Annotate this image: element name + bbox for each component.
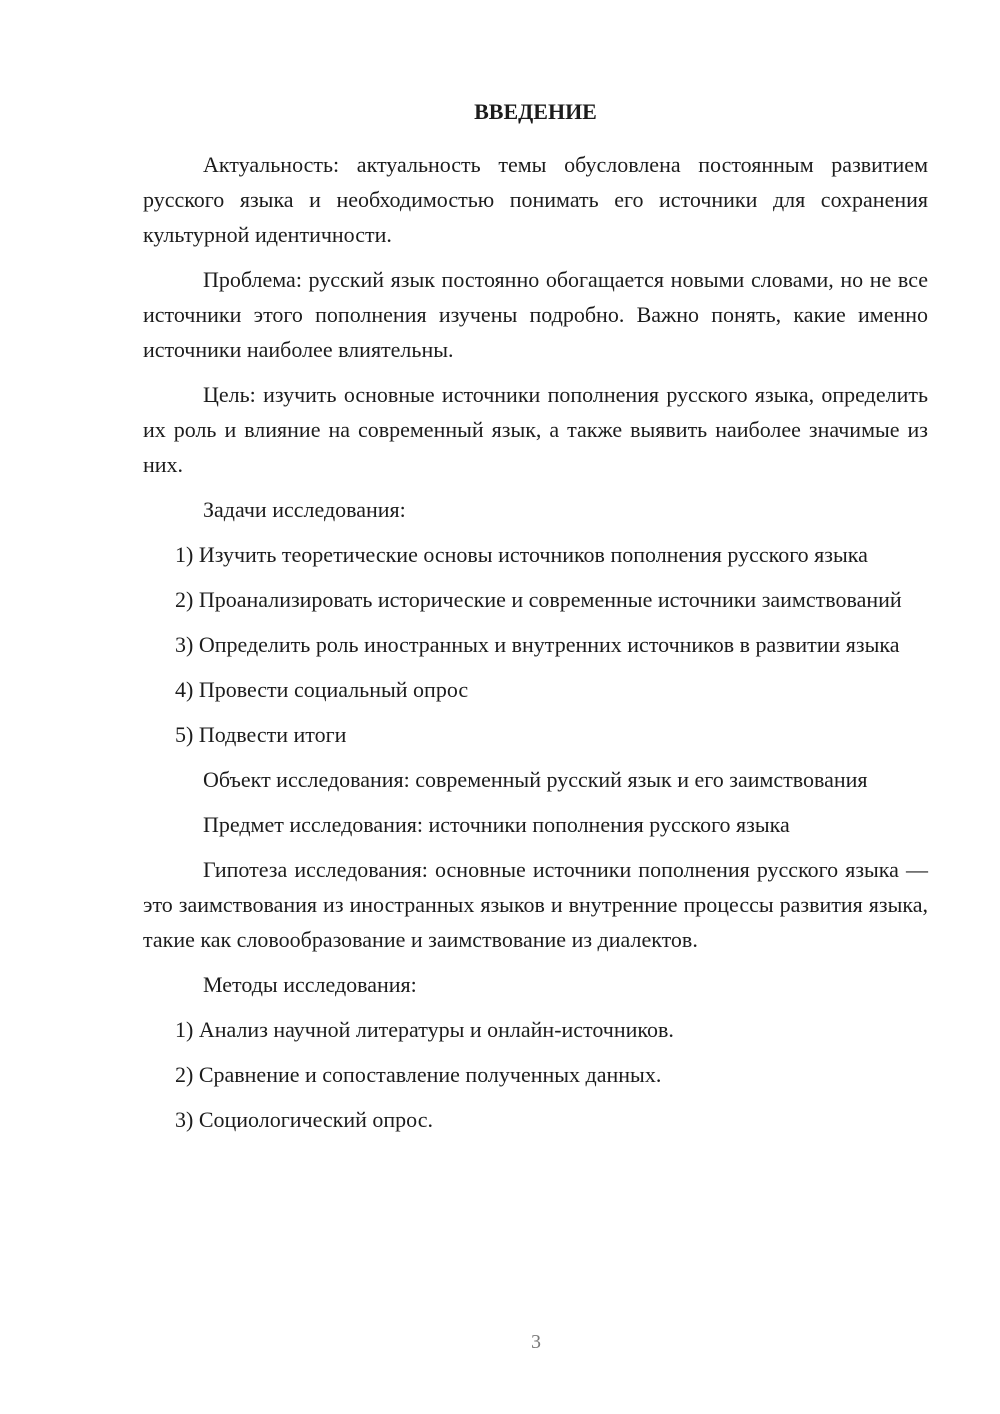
page-title: ВВЕДЕНИЕ xyxy=(474,99,597,124)
relevance-paragraph: Актуальность: актуальность темы обусловлена постоянным развитием русского языка и необходимостью понимать его источники для сохранения культурной идентичности. xyxy=(143,152,928,247)
list-item: 3) Определить роль иностранных и внутренних источников в развитии языка xyxy=(175,632,900,657)
list-item: 1) Анализ научной литературы и онлайн-источников. xyxy=(175,1017,674,1042)
object-paragraph: Объект исследования: современный русский язык и его заимствования xyxy=(203,767,868,792)
document-body xyxy=(143,94,928,1147)
methods-heading: Методы исследования: xyxy=(203,972,417,997)
list-item: 2) Сравнение и сопоставление полученных данных. xyxy=(175,1062,662,1087)
list-item: 3) Социологический опрос. xyxy=(175,1107,433,1132)
tasks-heading: Задачи исследования: xyxy=(203,497,406,522)
tasks-list xyxy=(143,537,928,752)
hypothesis-paragraph: Гипотеза исследования: основные источники пополнения русского языка — это заимствования из иностранных языков и внутренние процессы развития языка, такие как словообразование и заимствование из диалектов. xyxy=(143,857,928,952)
problem-paragraph: Проблема: русский язык постоянно обогащается новыми словами, но не все источники этого пополнения изучены подробно. Важно понять, какие именно источники наиболее влиятельны. xyxy=(143,267,928,362)
goal-paragraph: Цель: изучить основные источники пополнения русского языка, определить их роль и влияние на современный язык, а также выявить наиболее значимые из них. xyxy=(143,382,928,477)
list-item: 1) Изучить теоретические основы источников пополнения русского языка xyxy=(175,542,868,567)
methods-list xyxy=(143,1012,928,1137)
page-number: 3 xyxy=(531,1331,541,1353)
list-item: 5) Подвести итоги xyxy=(175,722,347,747)
list-item: 4) Провести социальный опрос xyxy=(175,677,469,702)
list-item: 2) Проанализировать исторические и современные источники заимствований xyxy=(175,587,902,612)
subject-paragraph: Предмет исследования: источники пополнения русского языка xyxy=(203,812,790,837)
